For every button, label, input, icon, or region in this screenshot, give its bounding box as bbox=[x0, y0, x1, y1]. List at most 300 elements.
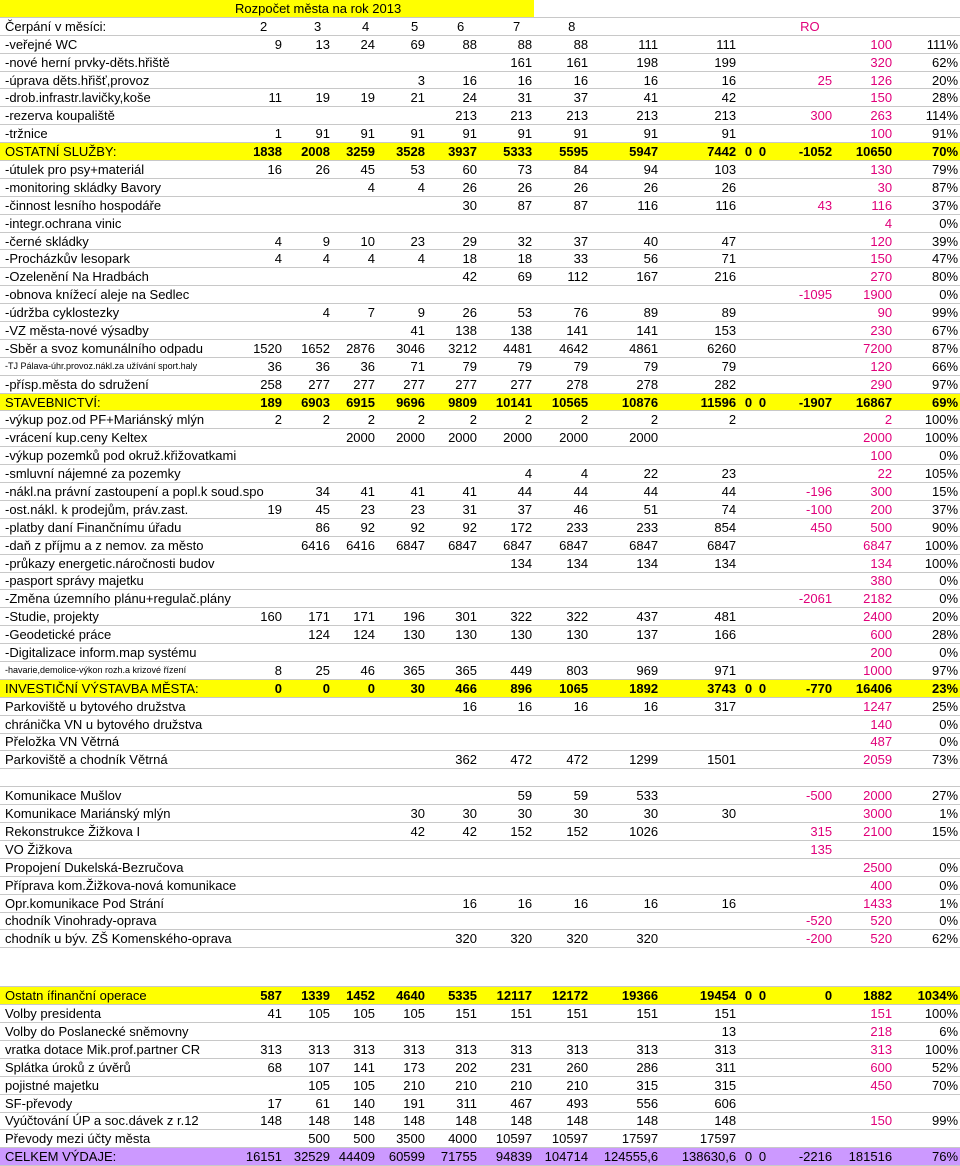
table-row bbox=[0, 125, 960, 143]
value-cell bbox=[232, 53, 284, 71]
row-label: Splátka úroků z úvěrů bbox=[0, 1058, 232, 1076]
value-cell bbox=[590, 840, 660, 858]
value-cell: 0 bbox=[738, 987, 754, 1005]
value-cell: 6847 bbox=[660, 536, 738, 554]
value-cell bbox=[738, 930, 754, 948]
value-cell: 213 bbox=[479, 107, 534, 125]
ro-cell bbox=[768, 715, 834, 733]
value-cell: 103 bbox=[660, 161, 738, 179]
row-label: -přísp.města do sdružení bbox=[0, 375, 232, 393]
value-cell: 10565 bbox=[534, 393, 590, 411]
value-cell bbox=[754, 357, 768, 375]
value-cell: 53 bbox=[479, 304, 534, 322]
value-cell bbox=[479, 840, 534, 858]
ro-cell: 300 bbox=[768, 107, 834, 125]
value-cell bbox=[660, 644, 738, 662]
value-cell: 9696 bbox=[377, 393, 427, 411]
value-cell bbox=[332, 71, 377, 89]
percent-cell: 100% bbox=[894, 411, 960, 429]
value-cell bbox=[232, 447, 284, 465]
value-cell bbox=[377, 196, 427, 214]
value-cell: 71 bbox=[377, 357, 427, 375]
value-cell bbox=[284, 429, 332, 447]
table-row bbox=[0, 590, 960, 608]
percent-cell: 0% bbox=[894, 876, 960, 894]
value-cell: 167 bbox=[590, 268, 660, 286]
percent-cell: 23% bbox=[894, 679, 960, 697]
value-cell: 449 bbox=[479, 661, 534, 679]
percent-cell: 0% bbox=[894, 572, 960, 590]
value-cell: 2008 bbox=[284, 143, 332, 161]
value-cell: 151 bbox=[590, 1005, 660, 1023]
value-cell: 148 bbox=[590, 1112, 660, 1130]
value-cell bbox=[284, 787, 332, 805]
row-label: Volby presidenta bbox=[0, 1005, 232, 1023]
ro-cell: -1095 bbox=[768, 286, 834, 304]
row-label: -drob.infrastr.lavičky,koše bbox=[0, 89, 232, 107]
budget-cell: 520 bbox=[834, 930, 894, 948]
value-cell: 5333 bbox=[479, 143, 534, 161]
value-cell bbox=[660, 214, 738, 232]
row-label: SF-převody bbox=[0, 1094, 232, 1112]
value-cell: 3212 bbox=[427, 339, 479, 357]
percent-cell: 6% bbox=[894, 1023, 960, 1041]
ro-cell bbox=[768, 858, 834, 876]
value-cell bbox=[232, 805, 284, 823]
value-cell bbox=[754, 644, 768, 662]
title-row bbox=[0, 0, 960, 17]
value-cell: 365 bbox=[427, 661, 479, 679]
value-cell bbox=[754, 1076, 768, 1094]
value-cell: 587 bbox=[232, 987, 284, 1005]
budget-cell: 2000 bbox=[834, 429, 894, 447]
value-cell: 4861 bbox=[590, 339, 660, 357]
table-row bbox=[0, 375, 960, 393]
percent-cell: 100% bbox=[894, 536, 960, 554]
value-cell bbox=[479, 644, 534, 662]
header-month: 8 bbox=[534, 17, 590, 35]
value-cell: 41 bbox=[332, 483, 377, 501]
table-row bbox=[0, 840, 960, 858]
percent-cell: 62% bbox=[894, 53, 960, 71]
value-cell: 4 bbox=[332, 178, 377, 196]
row-label: OSTATNÍ SLUŽBY: bbox=[0, 143, 232, 161]
value-cell: 500 bbox=[284, 1130, 332, 1148]
header-month: 2 bbox=[232, 17, 284, 35]
row-label: -platby daní Finančnímu úřadu bbox=[0, 518, 232, 536]
ro-cell bbox=[768, 1094, 834, 1112]
value-cell: 41 bbox=[232, 1005, 284, 1023]
value-cell: 5335 bbox=[427, 987, 479, 1005]
value-cell bbox=[738, 1076, 754, 1094]
value-cell bbox=[754, 1130, 768, 1148]
value-cell bbox=[377, 715, 427, 733]
percent-cell: 114% bbox=[894, 107, 960, 125]
percent-cell: 67% bbox=[894, 322, 960, 340]
value-cell: 320 bbox=[479, 930, 534, 948]
value-cell bbox=[284, 447, 332, 465]
ro-cell: -2061 bbox=[768, 590, 834, 608]
value-cell bbox=[377, 751, 427, 769]
value-cell: 19 bbox=[332, 89, 377, 107]
value-cell bbox=[332, 787, 377, 805]
value-cell bbox=[232, 697, 284, 715]
row-label: pojistné majetku bbox=[0, 1076, 232, 1094]
value-cell: 313 bbox=[534, 1040, 590, 1058]
budget-cell: 150 bbox=[834, 89, 894, 107]
value-cell: 91 bbox=[479, 125, 534, 143]
row-label: vratka dotace Mik.prof.partner CR bbox=[0, 1040, 232, 1058]
table-row bbox=[0, 339, 960, 357]
budget-cell: 2100 bbox=[834, 823, 894, 841]
value-cell: 130 bbox=[479, 626, 534, 644]
header-month: 6 bbox=[427, 17, 479, 35]
percent-cell: 39% bbox=[894, 232, 960, 250]
value-cell: 1299 bbox=[590, 751, 660, 769]
value-cell bbox=[738, 1040, 754, 1058]
ro-cell bbox=[768, 626, 834, 644]
value-cell: 4 bbox=[232, 232, 284, 250]
percent-cell: 47% bbox=[894, 250, 960, 268]
value-cell: 42 bbox=[377, 823, 427, 841]
value-cell bbox=[738, 661, 754, 679]
value-cell: 4481 bbox=[479, 339, 534, 357]
value-cell bbox=[738, 125, 754, 143]
value-cell: 1026 bbox=[590, 823, 660, 841]
value-cell: 91 bbox=[660, 125, 738, 143]
value-cell: 30 bbox=[427, 196, 479, 214]
value-cell bbox=[738, 912, 754, 930]
value-cell: 138 bbox=[427, 322, 479, 340]
value-cell bbox=[332, 697, 377, 715]
budget-cell: 380 bbox=[834, 572, 894, 590]
budget-cell: 150 bbox=[834, 1112, 894, 1130]
value-cell bbox=[738, 483, 754, 501]
value-cell: 1452 bbox=[332, 987, 377, 1005]
value-cell bbox=[660, 858, 738, 876]
row-label: -veřejné WC bbox=[0, 35, 232, 53]
value-cell: 152 bbox=[534, 823, 590, 841]
row-label: -tržnice bbox=[0, 125, 232, 143]
budget-cell bbox=[834, 1094, 894, 1112]
value-cell bbox=[232, 71, 284, 89]
percent-cell: 0% bbox=[894, 858, 960, 876]
value-cell bbox=[754, 178, 768, 196]
row-label: -činnost lesního hospodáře bbox=[0, 196, 232, 214]
value-cell bbox=[232, 429, 284, 447]
value-cell: 210 bbox=[534, 1076, 590, 1094]
value-cell: 19366 bbox=[590, 987, 660, 1005]
ro-cell: -100 bbox=[768, 500, 834, 518]
value-cell bbox=[738, 894, 754, 912]
value-cell: 59 bbox=[479, 787, 534, 805]
value-cell bbox=[738, 554, 754, 572]
value-cell: 151 bbox=[660, 1005, 738, 1023]
value-cell bbox=[738, 447, 754, 465]
value-cell: 9 bbox=[284, 232, 332, 250]
blank-cell bbox=[0, 769, 960, 787]
value-cell bbox=[660, 912, 738, 930]
value-cell: 23 bbox=[660, 465, 738, 483]
table-row bbox=[0, 1148, 960, 1166]
budget-cell: 150 bbox=[834, 250, 894, 268]
value-cell bbox=[738, 787, 754, 805]
budget-cell: 270 bbox=[834, 268, 894, 286]
value-cell bbox=[738, 339, 754, 357]
ro-cell: 135 bbox=[768, 840, 834, 858]
budget-cell: 151 bbox=[834, 1005, 894, 1023]
budget-cell: 16406 bbox=[834, 679, 894, 697]
table-row bbox=[0, 787, 960, 805]
value-cell bbox=[590, 590, 660, 608]
row-label: Propojení Dukelská-Bezručova bbox=[0, 858, 232, 876]
value-cell: 69 bbox=[479, 268, 534, 286]
value-cell: 42 bbox=[660, 89, 738, 107]
value-cell: 0 bbox=[738, 393, 754, 411]
value-cell: 2 bbox=[590, 411, 660, 429]
value-cell bbox=[534, 1023, 590, 1041]
budget-cell: 1900 bbox=[834, 286, 894, 304]
table-row bbox=[0, 500, 960, 518]
value-cell: 16 bbox=[479, 697, 534, 715]
value-cell bbox=[738, 823, 754, 841]
budget-cell: 450 bbox=[834, 1076, 894, 1094]
value-cell bbox=[660, 733, 738, 751]
value-cell: 16 bbox=[479, 894, 534, 912]
value-cell bbox=[377, 840, 427, 858]
value-cell: 320 bbox=[534, 930, 590, 948]
table-row bbox=[0, 608, 960, 626]
row-label: Komunikace Mariánský mlýn bbox=[0, 805, 232, 823]
value-cell bbox=[479, 733, 534, 751]
value-cell: 23 bbox=[377, 500, 427, 518]
value-cell bbox=[332, 554, 377, 572]
table-row bbox=[0, 1112, 960, 1130]
row-label: -Procházkův lesopark bbox=[0, 250, 232, 268]
value-cell: 282 bbox=[660, 375, 738, 393]
value-cell bbox=[232, 518, 284, 536]
value-cell: 91 bbox=[284, 125, 332, 143]
budget-cell: 181516 bbox=[834, 1148, 894, 1166]
value-cell bbox=[232, 214, 284, 232]
row-label: VO Žižkova bbox=[0, 840, 232, 858]
value-cell: 44 bbox=[660, 483, 738, 501]
value-cell: 148 bbox=[232, 1112, 284, 1130]
value-cell bbox=[738, 71, 754, 89]
value-cell: 86 bbox=[284, 518, 332, 536]
value-cell bbox=[754, 1005, 768, 1023]
value-cell bbox=[754, 322, 768, 340]
value-cell: 3743 bbox=[660, 679, 738, 697]
value-cell: 116 bbox=[590, 196, 660, 214]
table-row bbox=[0, 71, 960, 89]
value-cell bbox=[232, 787, 284, 805]
value-cell bbox=[427, 572, 479, 590]
value-cell: 25 bbox=[284, 661, 332, 679]
value-cell bbox=[377, 858, 427, 876]
table-row bbox=[0, 930, 960, 948]
value-cell bbox=[377, 876, 427, 894]
value-cell: 6416 bbox=[284, 536, 332, 554]
value-cell: 198 bbox=[590, 53, 660, 71]
value-cell: 0 bbox=[232, 679, 284, 697]
value-cell: 76 bbox=[534, 304, 590, 322]
table-row bbox=[0, 357, 960, 375]
budget-cell: 300 bbox=[834, 483, 894, 501]
header-month: 5 bbox=[377, 17, 427, 35]
percent-cell: 28% bbox=[894, 89, 960, 107]
value-cell bbox=[377, 447, 427, 465]
ro-cell bbox=[768, 304, 834, 322]
value-cell: 153 bbox=[660, 322, 738, 340]
row-label: INVESTIČNÍ VÝSTAVBA MĚSTA: bbox=[0, 679, 232, 697]
value-cell: 148 bbox=[284, 1112, 332, 1130]
value-cell: 92 bbox=[427, 518, 479, 536]
value-cell bbox=[332, 286, 377, 304]
budget-cell: 3000 bbox=[834, 805, 894, 823]
ro-cell: 25 bbox=[768, 71, 834, 89]
value-cell: 4 bbox=[332, 250, 377, 268]
value-cell: 278 bbox=[534, 375, 590, 393]
budget-cell: 487 bbox=[834, 733, 894, 751]
value-cell bbox=[232, 322, 284, 340]
row-label: -integr.ochrana vinic bbox=[0, 214, 232, 232]
value-cell: 152 bbox=[479, 823, 534, 841]
value-cell: 26 bbox=[590, 178, 660, 196]
value-cell: 26 bbox=[660, 178, 738, 196]
row-label: -útulek pro psy+materiál bbox=[0, 161, 232, 179]
value-cell bbox=[284, 912, 332, 930]
value-cell: 16 bbox=[427, 894, 479, 912]
table-row bbox=[0, 143, 960, 161]
percent-cell: 105% bbox=[894, 465, 960, 483]
value-cell: 71 bbox=[660, 250, 738, 268]
value-cell: 105 bbox=[284, 1076, 332, 1094]
budget-cell: 2182 bbox=[834, 590, 894, 608]
value-cell bbox=[754, 465, 768, 483]
value-cell bbox=[427, 715, 479, 733]
ro-cell bbox=[768, 375, 834, 393]
value-cell bbox=[284, 214, 332, 232]
table-row bbox=[0, 572, 960, 590]
value-cell: 148 bbox=[332, 1112, 377, 1130]
percent-cell: 70% bbox=[894, 1076, 960, 1094]
value-cell bbox=[427, 465, 479, 483]
value-cell bbox=[754, 196, 768, 214]
value-cell: 2000 bbox=[590, 429, 660, 447]
value-cell bbox=[479, 447, 534, 465]
value-cell bbox=[754, 89, 768, 107]
value-cell: 4 bbox=[284, 250, 332, 268]
value-cell: 277 bbox=[332, 375, 377, 393]
value-cell: 44 bbox=[534, 483, 590, 501]
ro-cell bbox=[768, 465, 834, 483]
value-cell bbox=[232, 268, 284, 286]
value-cell: 151 bbox=[479, 1005, 534, 1023]
value-cell bbox=[427, 53, 479, 71]
value-cell: 29 bbox=[427, 232, 479, 250]
value-cell bbox=[754, 447, 768, 465]
value-cell bbox=[284, 268, 332, 286]
value-cell: 1652 bbox=[284, 339, 332, 357]
value-cell bbox=[377, 286, 427, 304]
value-cell bbox=[534, 214, 590, 232]
value-cell bbox=[232, 930, 284, 948]
value-cell bbox=[332, 268, 377, 286]
value-cell: 0 bbox=[738, 1148, 754, 1166]
value-cell: 148 bbox=[479, 1112, 534, 1130]
value-cell bbox=[332, 805, 377, 823]
value-cell: 320 bbox=[590, 930, 660, 948]
budget-cell: 1433 bbox=[834, 894, 894, 912]
value-cell: 148 bbox=[427, 1112, 479, 1130]
budget-cell: 1000 bbox=[834, 661, 894, 679]
value-cell: 4 bbox=[377, 178, 427, 196]
value-cell bbox=[427, 787, 479, 805]
value-cell bbox=[754, 1023, 768, 1041]
budget-cell: 320 bbox=[834, 53, 894, 71]
value-cell: 36 bbox=[284, 357, 332, 375]
value-cell: 23 bbox=[332, 500, 377, 518]
value-cell: 322 bbox=[534, 608, 590, 626]
ro-cell bbox=[768, 268, 834, 286]
value-cell: 26 bbox=[427, 178, 479, 196]
value-cell bbox=[232, 465, 284, 483]
value-cell: 41 bbox=[377, 483, 427, 501]
value-cell: 9 bbox=[377, 304, 427, 322]
value-cell: 286 bbox=[590, 1058, 660, 1076]
value-cell bbox=[590, 214, 660, 232]
table-row bbox=[0, 196, 960, 214]
value-cell: 4000 bbox=[427, 1130, 479, 1148]
value-cell bbox=[232, 1076, 284, 1094]
value-cell: 91 bbox=[332, 125, 377, 143]
table-row bbox=[0, 554, 960, 572]
value-cell: 1065 bbox=[534, 679, 590, 697]
value-cell bbox=[427, 644, 479, 662]
value-cell: 21 bbox=[377, 89, 427, 107]
value-cell bbox=[377, 107, 427, 125]
value-cell bbox=[284, 322, 332, 340]
value-cell: 301 bbox=[427, 608, 479, 626]
percent-cell: 97% bbox=[894, 661, 960, 679]
value-cell bbox=[377, 465, 427, 483]
value-cell bbox=[754, 71, 768, 89]
ro-cell bbox=[768, 1058, 834, 1076]
budget-cell: 2059 bbox=[834, 751, 894, 769]
value-cell bbox=[232, 823, 284, 841]
value-cell: 2000 bbox=[534, 429, 590, 447]
ro-cell bbox=[768, 1005, 834, 1023]
value-cell bbox=[738, 268, 754, 286]
table-row bbox=[0, 107, 960, 125]
value-cell bbox=[284, 107, 332, 125]
value-cell: 137 bbox=[590, 626, 660, 644]
value-cell bbox=[738, 858, 754, 876]
table-row bbox=[0, 1023, 960, 1041]
value-cell bbox=[738, 536, 754, 554]
value-cell bbox=[284, 894, 332, 912]
ro-cell bbox=[768, 411, 834, 429]
percent-cell: 69% bbox=[894, 393, 960, 411]
value-cell bbox=[332, 823, 377, 841]
value-cell: 2 bbox=[427, 411, 479, 429]
budget-cell: 120 bbox=[834, 232, 894, 250]
value-cell bbox=[332, 715, 377, 733]
value-cell: 260 bbox=[534, 1058, 590, 1076]
table-row bbox=[0, 823, 960, 841]
table-row bbox=[0, 733, 960, 751]
